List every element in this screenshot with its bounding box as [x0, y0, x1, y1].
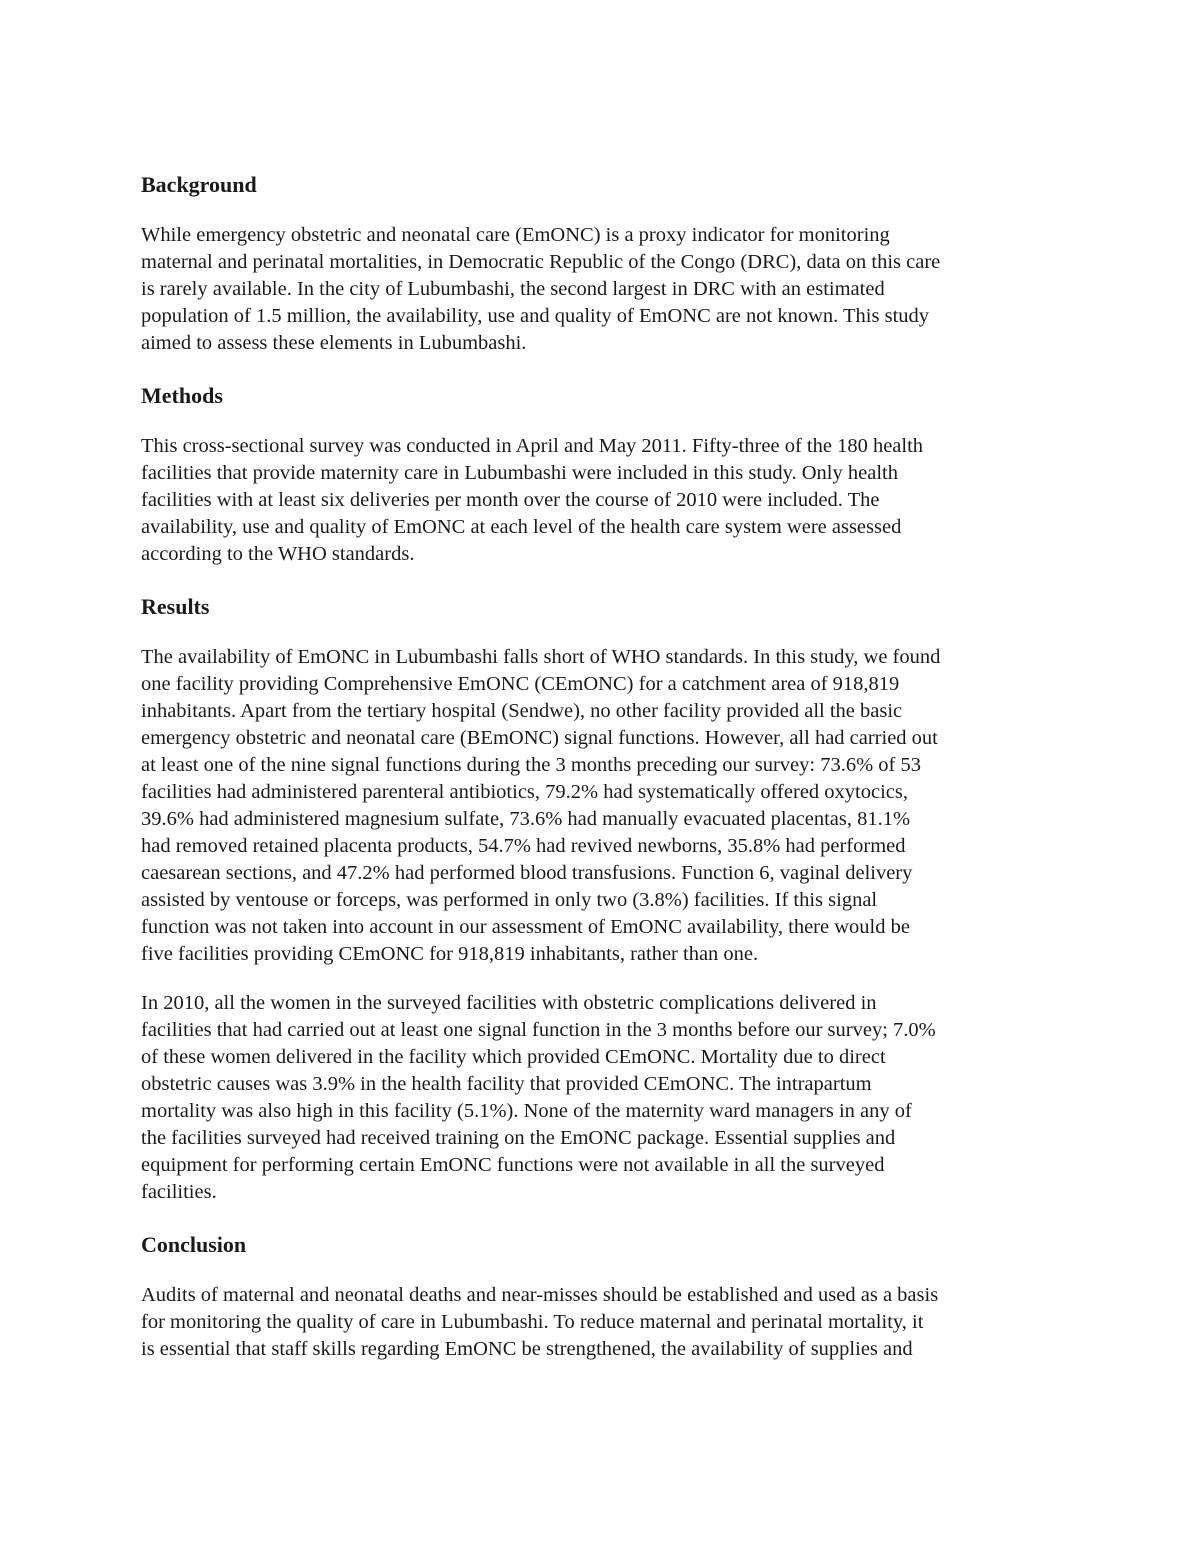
text-line: inhabitants. Apart from the tertiary hospital (Sendwe), no other facility provided all the basic: [141, 700, 903, 722]
text-line: five facilities providing CEmONC for 918,819 inhabitants, rather than one.: [141, 943, 759, 965]
text-line: for monitoring the quality of care in Lubumbashi. To reduce maternal and perinatal mortality, it: [141, 1311, 924, 1333]
section-conclusion: [141, 1228, 1071, 1363]
text-line: equipment for performing certain EmONC functions were not available in all the surveyed: [141, 1154, 885, 1176]
text-line: function was not taken into account in our assessment of EmONC availability, there would be: [141, 916, 910, 938]
text-line: is essential that staff skills regarding EmONC be strengthened, the availability of supplies and: [141, 1338, 913, 1360]
paragraph: [141, 433, 1071, 568]
text-line: This cross-sectional survey was conducted in April and May 2011. Fifty-three of the 180 health: [141, 435, 924, 457]
text-line: facilities.: [141, 1181, 217, 1203]
text-line: In 2010, all the women in the surveyed facilities with obstetric complications delivered in: [141, 992, 877, 1014]
text-line: 39.6% had administered magnesium sulfate, 73.6% had manually evacuated placentas, 81.1%: [141, 808, 911, 830]
paragraph: [141, 644, 1071, 968]
text-line: the facilities surveyed had received training on the EmONC package. Essential supplies and: [141, 1127, 896, 1149]
paragraph: [141, 990, 1071, 1206]
text-line: availability, use and quality of EmONC at each level of the health care system were assessed: [141, 516, 902, 538]
text-line: Audits of maternal and neonatal deaths and near-misses should be established and used as a basis: [141, 1284, 939, 1306]
text-line: population of 1.5 million, the availability, use and quality of EmONC are not known. This study: [141, 305, 930, 327]
text-line: facilities with at least six deliveries per month over the course of 2010 were included. The: [141, 489, 880, 511]
section-heading: Results: [141, 594, 210, 619]
text-line: facilities had administered parenteral antibiotics, 79.2% had systematically offered oxytocics,: [141, 781, 908, 803]
section-results: [141, 590, 1071, 1206]
text-line: facilities that had carried out at least one signal function in the 3 months before our survey; 7.0%: [141, 1019, 936, 1041]
text-line: is rarely available. In the city of Lubumbashi, the second largest in DRC with an estimated: [141, 278, 885, 300]
text-line: at least one of the nine signal functions during the 3 months preceding our survey: 73.6% of 53: [141, 754, 921, 776]
text-line: caesarean sections, and 47.2% had performed blood transfusions. Function 6, vaginal delivery: [141, 862, 913, 884]
text-line: maternal and perinatal mortalities, in Democratic Republic of the Congo (DRC), data on this care: [141, 251, 941, 273]
text-line: according to the WHO standards.: [141, 543, 415, 565]
section-background: [141, 168, 1071, 357]
text-line: mortality was also high in this facility (5.1%). None of the maternity ward managers in any of: [141, 1100, 912, 1122]
text-line: of these women delivered in the facility which provided CEmONC. Mortality due to direct: [141, 1046, 886, 1068]
section-heading: Methods: [141, 383, 223, 408]
paragraph: [141, 222, 1071, 357]
text-line: The availability of EmONC in Lubumbashi falls short of WHO standards. In this study, we found: [141, 646, 941, 668]
text-line: assisted by ventouse or forceps, was performed in only two (3.8%) facilities. If this signal: [141, 889, 878, 911]
text-line: one facility providing Comprehensive EmONC (CEmONC) for a catchment area of 918,819: [141, 673, 900, 695]
section-heading: Conclusion: [141, 1232, 247, 1257]
text-line: facilities that provide maternity care in Lubumbashi were included in this study. Only health: [141, 462, 898, 484]
text-line: aimed to assess these elements in Lubumbashi.: [141, 332, 527, 354]
section-heading: Background: [141, 172, 257, 197]
paragraph: [141, 1282, 1071, 1363]
text-line: emergency obstetric and neonatal care (BEmONC) signal functions. However, all had carried out: [141, 727, 938, 749]
text-line: had removed retained placenta products, 54.7% had revived newborns, 35.8% had performed: [141, 835, 906, 857]
document-page: [141, 168, 1071, 1385]
text-line: While emergency obstetric and neonatal care (EmONC) is a proxy indicator for monitoring: [141, 224, 890, 246]
section-methods: [141, 379, 1071, 568]
text-line: obstetric causes was 3.9% in the health facility that provided CEmONC. The intrapartum: [141, 1073, 872, 1095]
